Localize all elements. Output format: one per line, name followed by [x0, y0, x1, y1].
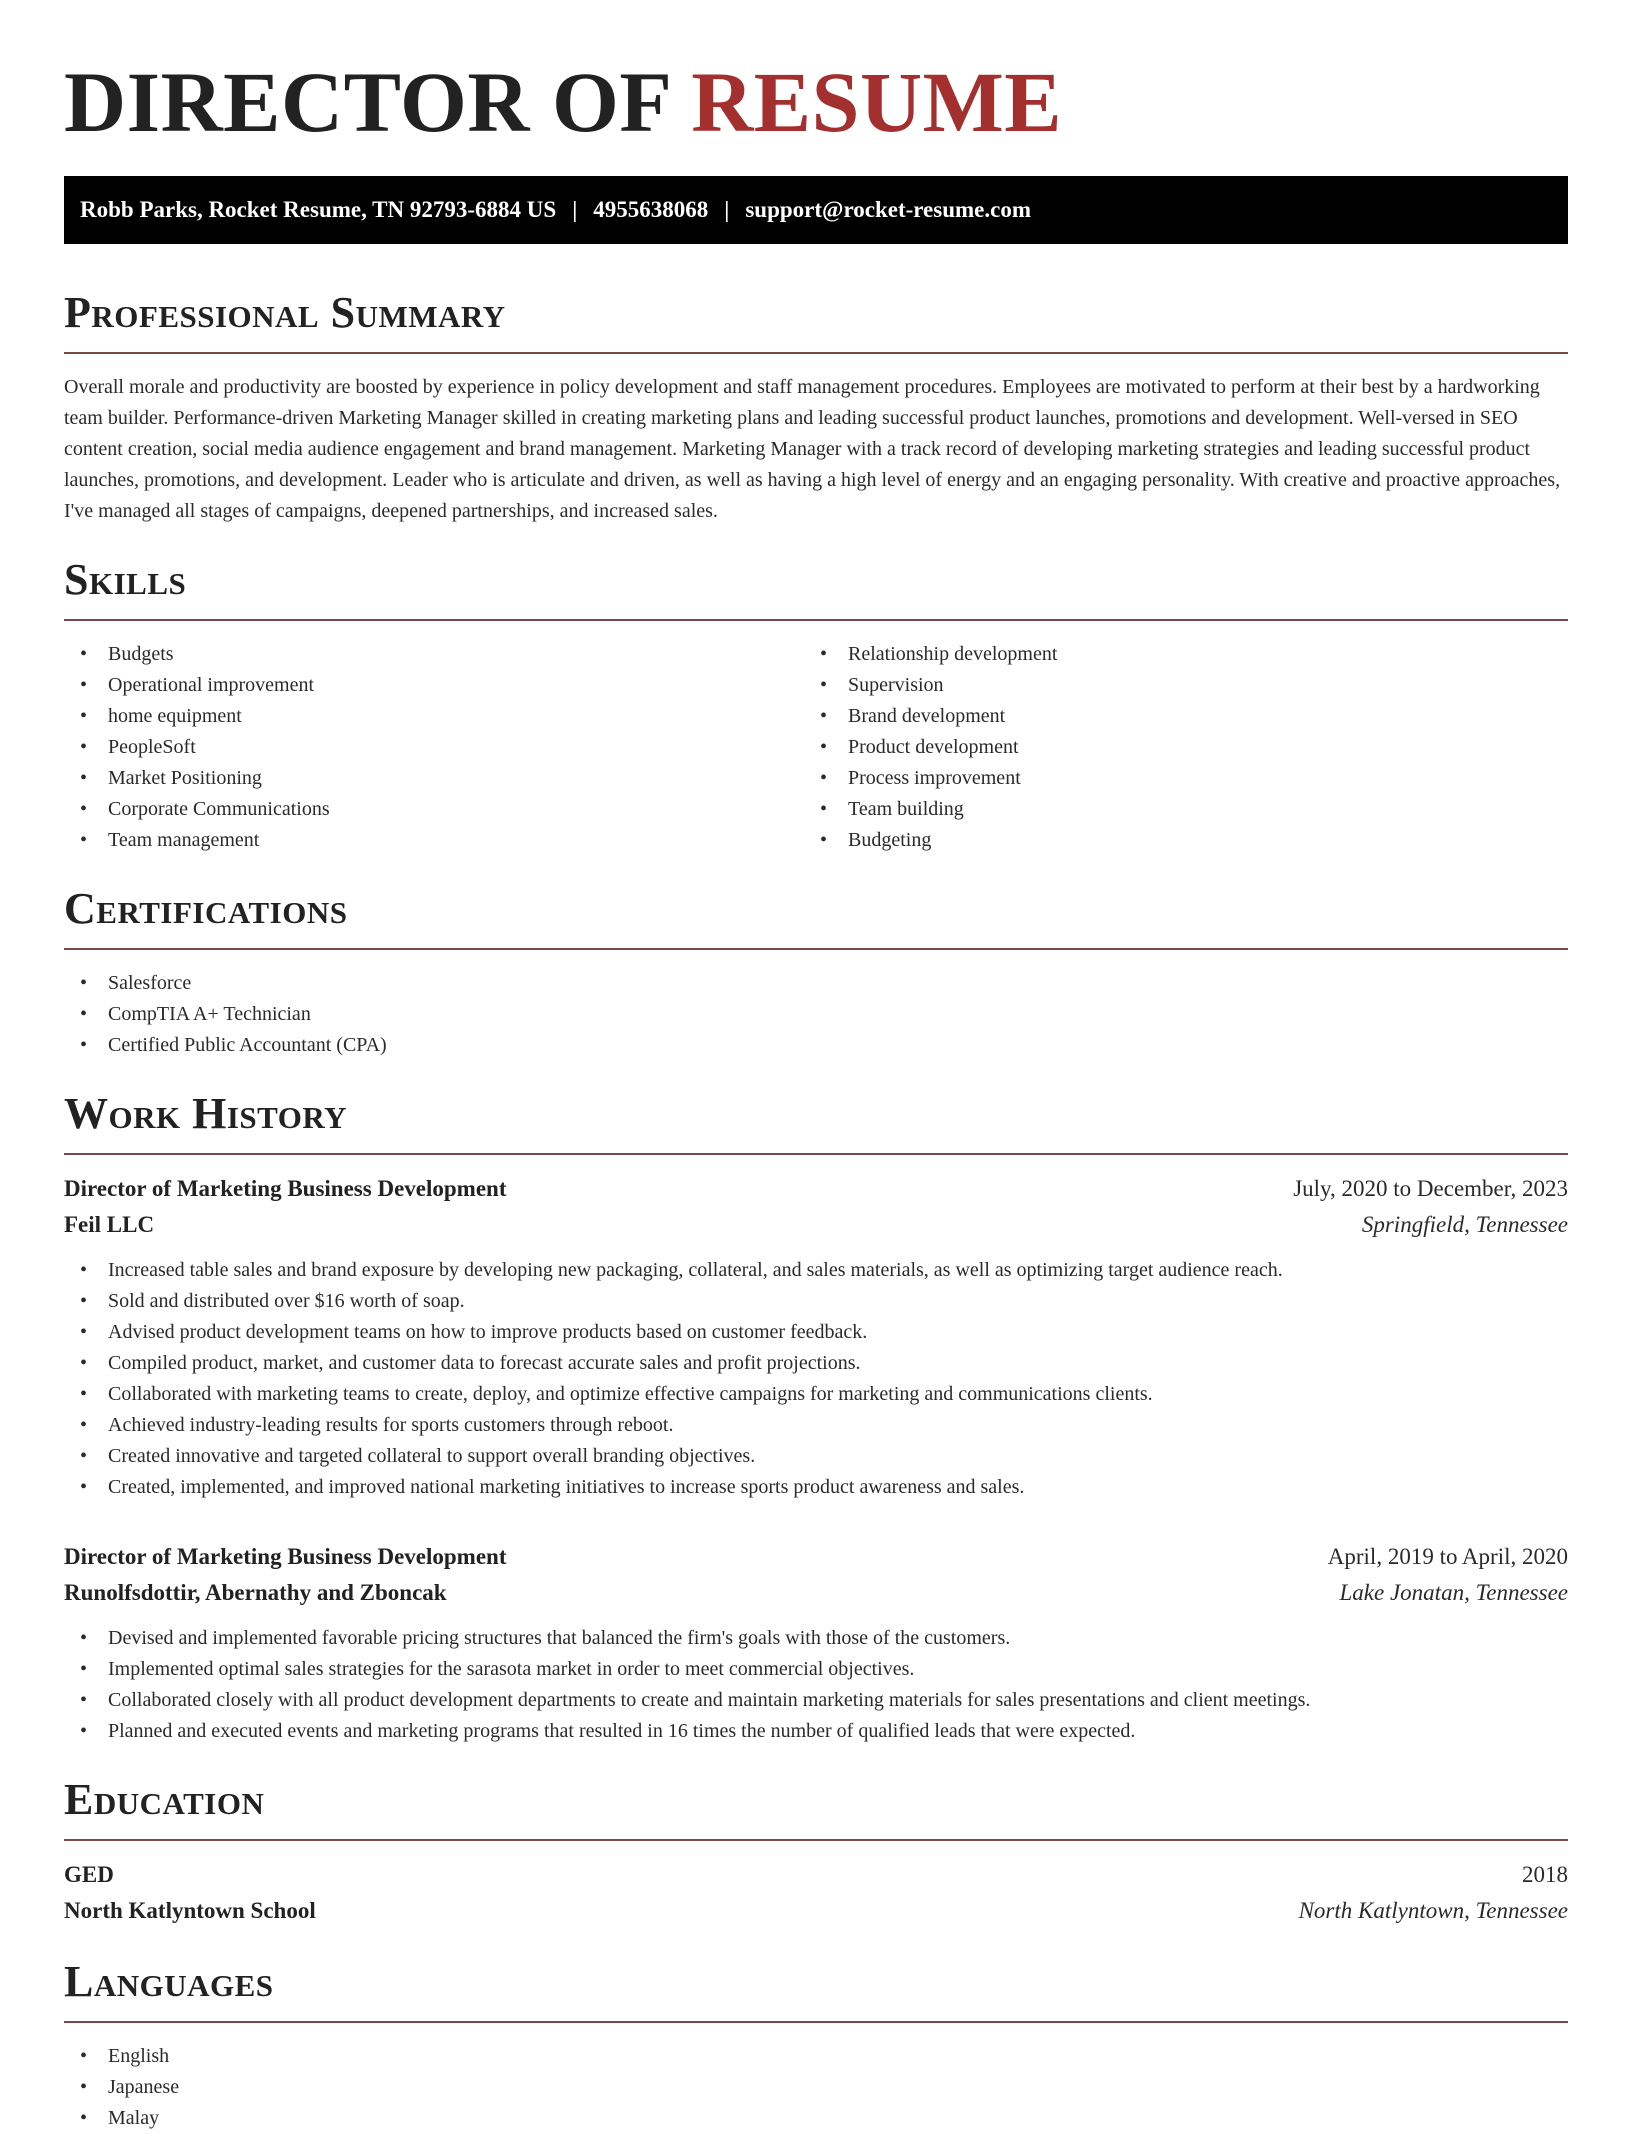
resume-title — [64, 0, 1568, 176]
job-bullets — [64, 1623, 1568, 1747]
skills-list-right — [804, 639, 1544, 856]
skill-item: • Team building — [804, 794, 1544, 825]
job-bullets — [64, 1255, 1568, 1503]
title-accent: RESUME — [691, 54, 1063, 150]
section-title-certifications: Certifications — [64, 884, 348, 933]
language-item: • Japanese — [64, 2072, 1568, 2103]
skill-item: • home equipment — [64, 701, 804, 732]
section-title-skills: Skills — [64, 555, 187, 604]
section-divider — [64, 1153, 1568, 1155]
education-header — [64, 1857, 1568, 1893]
job-bullet: • Implemented optimal sales strategies for the sarasota market in order to meet commercial objectives. — [64, 1654, 1568, 1685]
work-history-section — [64, 1091, 1568, 1747]
job-header — [64, 1171, 1568, 1207]
skills-list-left — [64, 639, 804, 856]
contact-separator: | — [724, 197, 730, 222]
skill-item: • Operational improvement — [64, 670, 804, 701]
summary-section — [64, 290, 1568, 527]
job-bullet: • Created innovative and targeted collateral to support overall branding objectives. — [64, 1441, 1568, 1472]
skill-item: • Brand development — [804, 701, 1544, 732]
contact-email[interactable]: support@rocket-resume.com — [745, 197, 1031, 222]
certifications-section — [64, 886, 1568, 1061]
job-bullet: • Increased table sales and brand exposure by developing new packaging, collateral, and sales materials, as well as optimizing target audience reach. — [64, 1255, 1568, 1286]
job-header — [64, 1539, 1568, 1575]
skill-item: • Team management — [64, 825, 804, 856]
section-divider — [64, 948, 1568, 950]
section-title-work-history: Work History — [64, 1089, 348, 1138]
job-location: Lake Jonatan, Tennessee — [1339, 1580, 1568, 1605]
job-dates: April, 2019 to April, 2020 — [1327, 1544, 1568, 1569]
contact-bar — [64, 176, 1568, 244]
section-divider — [64, 2021, 1568, 2023]
job-bullet: • Planned and executed events and marketing programs that resulted in 16 times the number of qualified leads that were expected. — [64, 1716, 1568, 1747]
job-subheader — [64, 1575, 1568, 1611]
summary-text: Overall morale and productivity are boosted by experience in policy development and staff management procedures. Employees are motivated to perform at their best by a hardworking team builder. Performance-driven Marketing Manager skilled in creating marketing plans and leading successful product launches, promotions and development. Well-versed in SEO content creation, social media audience engagement and brand management. Marketing Manager with a track record of developing marketing strategies and leading successful product launches, promotions, and development. Leader who is articulate and driven, as well as having a high level of energy and an engaging personality. With creative and proactive approaches, I've managed all stages of campaigns, deepened partnerships, and increased sales. — [64, 376, 1561, 522]
job-bullet: • Collaborated closely with all product development departments to create and maintain marketing materials for sales presentations and client meetings. — [64, 1685, 1568, 1716]
job-bullet: • Compiled product, market, and customer data to forecast accurate sales and profit projections. — [64, 1348, 1568, 1379]
certification-item: • CompTIA A+ Technician — [64, 999, 1568, 1030]
job-bullet: • Created, implemented, and improved national marketing initiatives to increase sports product awareness and sales. — [64, 1472, 1568, 1503]
job-company: Runolfsdottir, Abernathy and Zboncak — [64, 1580, 447, 1605]
education-school: North Katlyntown School — [64, 1898, 316, 1923]
section-title-languages: Languages — [64, 1957, 274, 2006]
job-entry — [64, 1171, 1568, 1503]
section-divider — [64, 1839, 1568, 1841]
section-title-education: Education — [64, 1775, 265, 1824]
job-company: Feil LLC — [64, 1212, 155, 1237]
skill-item: • Process improvement — [804, 763, 1544, 794]
job-bullet: • Sold and distributed over $16 worth of soap. — [64, 1286, 1568, 1317]
skill-item: • Budgeting — [804, 825, 1544, 856]
certification-item: • Certified Public Accountant (CPA) — [64, 1030, 1568, 1061]
languages-list — [64, 2041, 1568, 2134]
skill-item: • Corporate Communications — [64, 794, 804, 825]
language-item: • Malay — [64, 2103, 1568, 2134]
skill-item: • Product development — [804, 732, 1544, 763]
certification-item: • Salesforce — [64, 968, 1568, 999]
job-dates: July, 2020 to December, 2023 — [1293, 1176, 1568, 1201]
job-entry — [64, 1539, 1568, 1747]
contact-phone: 4955638068 — [593, 197, 709, 222]
section-title-summary: Professional Summary — [64, 288, 506, 337]
job-subheader — [64, 1207, 1568, 1243]
languages-section — [64, 1959, 1568, 2134]
job-role: Director of Marketing Business Development — [64, 1176, 507, 1201]
job-bullet: • Collaborated with marketing teams to create, deploy, and optimize effective campaigns for marketing and communications clients. — [64, 1379, 1568, 1410]
education-location: North Katlyntown, Tennessee — [1298, 1898, 1568, 1923]
contact-separator: | — [572, 197, 578, 222]
certifications-list — [64, 968, 1568, 1061]
education-subheader — [64, 1893, 1568, 1929]
skill-item: • Budgets — [64, 639, 804, 670]
education-section — [64, 1777, 1568, 1929]
education-degree: GED — [64, 1862, 114, 1887]
job-location: Springfield, Tennessee — [1361, 1212, 1568, 1237]
job-bullet: • Achieved industry-leading results for sports customers through reboot. — [64, 1410, 1568, 1441]
job-bullet: • Devised and implemented favorable pricing structures that balanced the firm's goals with those of the customers. — [64, 1623, 1568, 1654]
skills-columns — [64, 621, 1568, 856]
education-entry — [64, 1857, 1568, 1929]
skill-item: • Relationship development — [804, 639, 1544, 670]
section-divider — [64, 352, 1568, 354]
job-role: Director of Marketing Business Development — [64, 1544, 507, 1569]
title-plain: DIRECTOR OF — [64, 54, 670, 150]
skill-item: • PeopleSoft — [64, 732, 804, 763]
skills-section — [64, 557, 1568, 856]
education-year: 2018 — [1522, 1862, 1568, 1887]
skill-item: • Supervision — [804, 670, 1544, 701]
contact-address: Robb Parks, Rocket Resume, TN 92793-6884 US — [80, 197, 557, 222]
language-item: • English — [64, 2041, 1568, 2072]
job-bullet: • Advised product development teams on how to improve products based on customer feedback. — [64, 1317, 1568, 1348]
skill-item: • Market Positioning — [64, 763, 804, 794]
